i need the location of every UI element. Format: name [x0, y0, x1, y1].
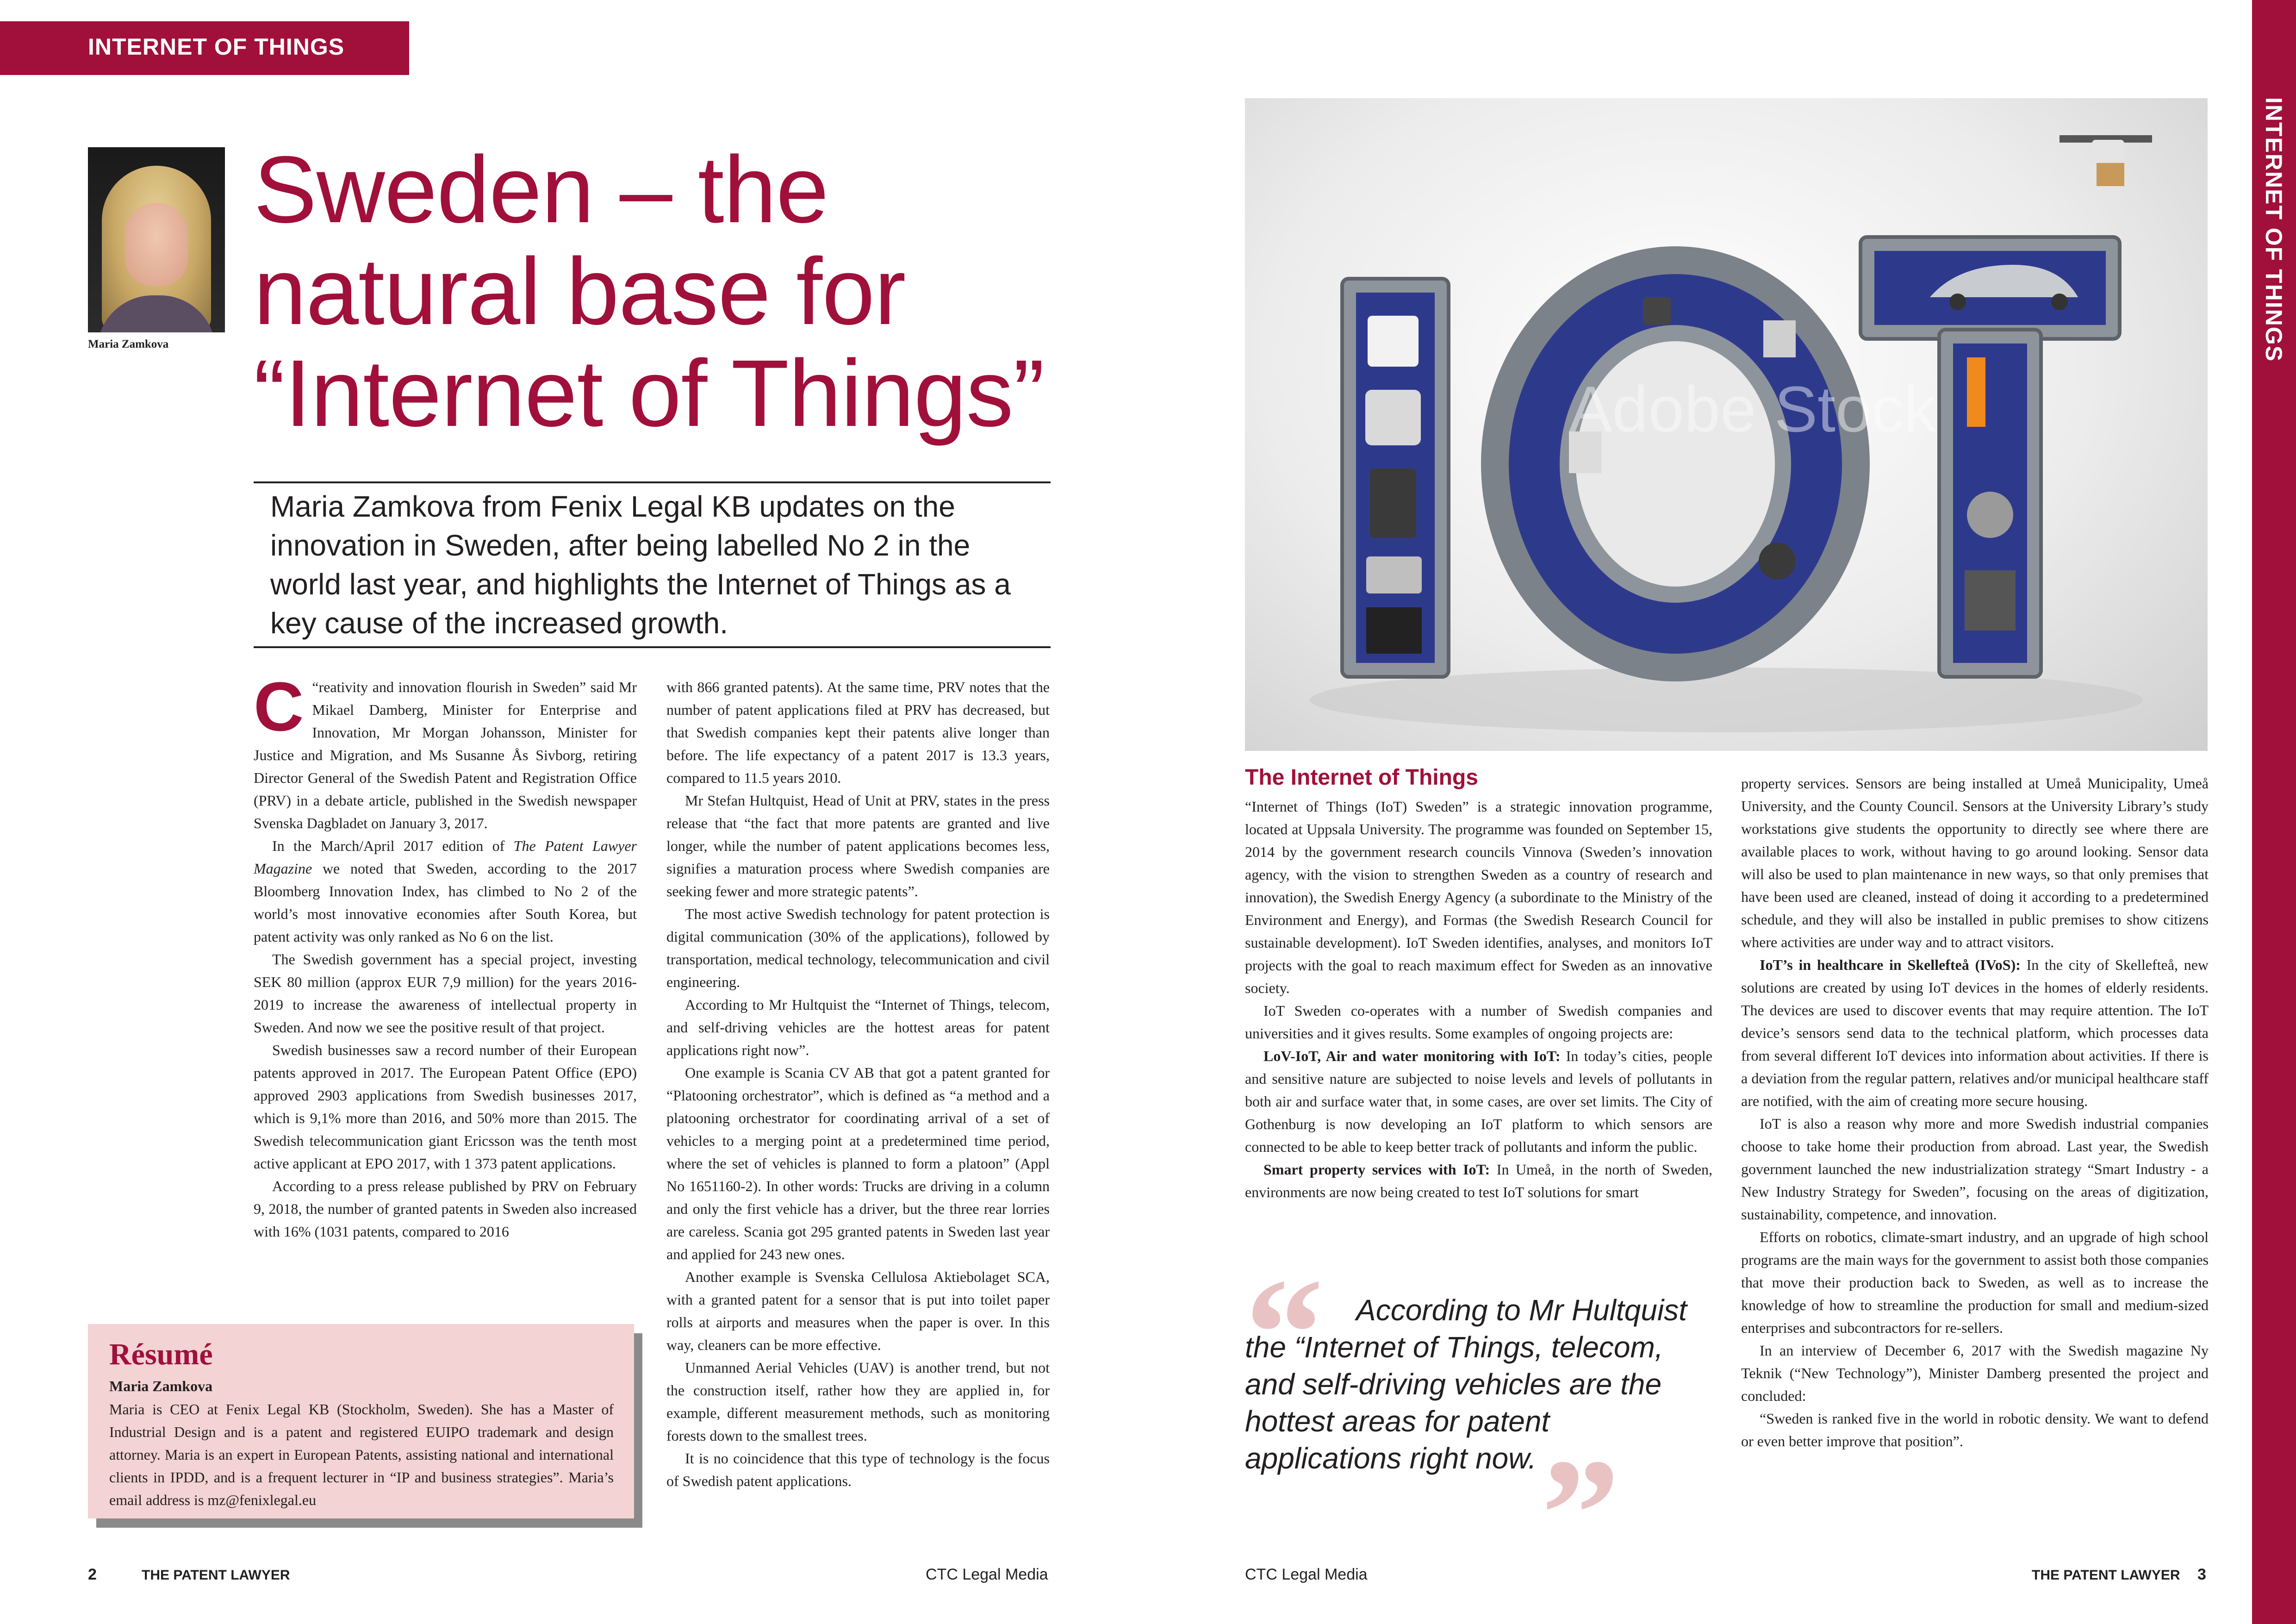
drop-cap: C [254, 668, 304, 745]
article-paragraph: Another example is Svenska Cellulosa Aktiebolaget SCA, with a granted patent for a sensor that is put into toilet paper rolls at airports and measures when the paper is over. In this way, cleaners can be more effective. [666, 1268, 1050, 1353]
article-column-1 [254, 668, 637, 1243]
article-paragraph: IoT is also a reason why more and more Swedish industrial companies choose to take home their production from abroad. Last year, the Swedish government launched the new industrialization strategy “Smart Industry - a New Industry Strategy for Sweden”, focusing on the areas of digitization, sustainability, competence, and innovation. [1741, 1115, 2209, 1223]
article-column-3 [1245, 795, 1712, 1204]
article-paragraph [1245, 1158, 1712, 1204]
article-paragraph: According to a press release published by PRV on February 9, 2018, the number of granted patents in Sweden also increased with 16% (1031 patents, compared to 2016 [254, 1178, 637, 1240]
paragraph-text: reativity and innovation flourish in Sweden” said Mr Mikael Damberg, Minister for Enterprise and Innovation, Mr Morgan Johansson, Minister for Justice and Migration, and Ms Susanne Ås Sivborg, retiring Director General of the Swedish Patent and Registration Office (PRV) in a debate article, published in the Swedish newspaper Svenska Dagbladet on January 3, 2017. [254, 679, 637, 831]
article-column-2 [666, 676, 1050, 1493]
opening-quote: “ [312, 679, 319, 695]
section-label: INTERNET OF THINGS [88, 34, 345, 60]
article-paragraph: In an interview of December 6, 2017 with the Swedish magazine Ny Teknik (“New Technology”), Minister Damberg presented the project and concluded: [1741, 1342, 2209, 1404]
standfirst: Maria Zamkova from Fenix Legal KB updates on the innovation in Sweden, after being labelled No 2 in the world last year, and highlights the Internet of Things as a key cause of the increased growth. [270, 490, 1011, 640]
close-quote-mark: ” [1541, 1426, 1620, 1601]
standfirst-rule [254, 481, 1051, 483]
article-paragraph: Unmanned Aerial Vehicles (UAV) is another trend, but not the construction itself, rather how they are applied in, for example, different measurement methods, such as monitoring forests down to the smallest trees. [666, 1359, 1050, 1444]
resume-name: Maria Zamkova [109, 1378, 213, 1394]
iot-letters-graphic [1245, 98, 2208, 751]
article-paragraph [254, 668, 637, 835]
resume-box [88, 1324, 634, 1518]
article-paragraph: IoT Sweden co-operates with a number of Swedish companies and universities and it gives results. Some examples of ongoing projects are: [1245, 1002, 1712, 1042]
section-tab [0, 21, 409, 75]
magazine-title: The Patent Lawyer Magazine [254, 837, 637, 877]
headline-line: natural base for [254, 238, 906, 344]
article-paragraph: Swedish businesses saw a record number of their European patents approved in 2017. The European Patent Office (EPO) approved 2903 applications from Swedish businesses 2017, which is 9,1% more than 2016, and 50% more than 2015. The Swedish telecommunication giant Ericsson was the tenth most active applicant at EPO 2017, with 1 373 patent applications. [254, 1042, 637, 1172]
publisher-right: CTC Legal Media [1245, 1566, 1368, 1583]
paragraph-text: In Umeå, in the north of Sweden, environments are now being created to test IoT solutions for smart [1245, 1161, 1712, 1200]
article-paragraph: According to Mr Hultquist the “Internet of Things, telecom, and self-driving vehicles are the hottest areas for patent applications right now”. [666, 996, 1050, 1058]
author-photo [88, 147, 225, 332]
article-paragraph [1245, 1045, 1712, 1158]
paragraph-text: In the city of Skellefteå, new solutions are created by using IoT devices in the homes of elderly residents. The devices are used to discover events that may require attention. The IoT device’s sensors send data to the technical platform, which processes data from several different IoT devices into information about activities. If there is a deviation from the regular pattern, relatives and/or municipal healthcare staff are notified, with the aim of creating more secure housing. [1741, 956, 2209, 1109]
article-paragraph: Efforts on robotics, climate-smart industry, and an upgrade of high school programs are the main ways for the government to assist both those companies that move their production back to Sweden, as well as to increase the knowledge of how to streamline the production for small and medium-sized enterprises and subcontractors for re-sellers. [1741, 1229, 2209, 1336]
open-quote-mark: “ [1245, 1246, 1324, 1420]
page-number-right: 3 [2197, 1566, 2206, 1583]
project-name: LoV-IoT, Air and water monitoring with IoT: [1263, 1048, 1561, 1064]
paragraph-text: In the March/April 2017 edition of [272, 837, 514, 854]
resume-text: Maria is CEO at Fenix Legal KB (Stockholm, Sweden). She has a Master of Industrial Design and is a patent and registered EUIPO trademark and design attorney. Maria is an expert in European Patents, assisting national and international clients in IPDD, and is a frequent lecturer in “IP and business strategies”. Maria’s email address is mz@fenixlegal.eu [109, 1401, 614, 1508]
article-paragraph: The most active Swedish technology for patent protection is digital communication (30% of the applications), followed by transportation, medical technology, telecommunication and civil engineering. [666, 906, 1050, 990]
article-paragraph: It is no coincidence that this type of technology is the focus of Swedish patent applications. [666, 1450, 1050, 1489]
article-paragraph: “Sweden is ranked five in the world in robotic density. We want to defend or even better improve that position”. [1741, 1410, 2209, 1449]
publication-name-right: THE PATENT LAWYER [2032, 1568, 2180, 1583]
article-paragraph: The Swedish government has a special project, investing SEK 80 million (approx EUR 7,9 million) for the years 2016-2019 to increase the awareness of intellectual property in Sweden. And now we see the positive result of that project. [254, 951, 637, 1036]
article-paragraph [254, 835, 637, 948]
image-watermark: Adobe Stock [1569, 373, 1936, 445]
paragraph-text: In today’s cities, people and sensitive nature are subjected to noise levels and levels of pollutants in both air and surface water that, in some cases, are over set limits. The City of Gothenburg is now developing an IoT platform to which sensors are connected to be able to keep better track of pollutants and inform the public. [1245, 1048, 1713, 1155]
headline [254, 139, 1087, 444]
pull-quote-text: According to Mr Hultquist the “Internet of Things, telecom, and self-driving vehicles are the hottest areas for patent applications right now. [1245, 1293, 1687, 1475]
paragraph-text: we noted that Sweden, according to the 2017 Bloomberg Innovation Index, has climbed to No 2 of the world’s most innovative economies after South Korea, but patent activity was only ranked as No 6 on the list. [254, 860, 637, 945]
article-paragraph: “Internet of Things (IoT) Sweden” is a strategic innovation programme, located at Uppsala University. The programme was founded on September 15, 2014 by the government research councils Vinnova (Sweden’s innovation agency, with the vision to strengthen Sweden as a country of research and innovation), the Swedish Energy Agency (a subordinate to the Ministry of the Environment and Energy), and Formas (the Swedish Research Council for sustainable development). IoT Sweden identifies, analyses, and monitors IoT projects with the goal to reach maximum effect for Sweden as an innovative society. [1245, 798, 1712, 996]
iot-illustration [1245, 98, 2208, 751]
project-name: IoT’s in healthcare in Skellefteå (IVoS): [1760, 956, 2021, 973]
article-paragraph: One example is Scania CV AB that got a patent granted for “Platooning orchestrator”, which is defined as “a method and a platooning orchestrator for coordinating arrival of a set of vehicles to a merging point at a predetermined time period, where the set of vehicles is planned to form a platoon” (Appl No 1651160-2). In other words: Trucks are driving in a column and only the first vehicle has a driver, but the three rear lorries are careless. Scania got 295 granted patents in Sweden last year and applied for 243 new ones. [666, 1064, 1050, 1262]
article-paragraph: Mr Stefan Hultquist, Head of Unit at PRV, states in the press release that “the fact that more patents are granted and live longer, while the number of patent applications becomes less, signifies a maturation process where Swedish companies are seeking fewer and more strategic patents”. [666, 792, 1050, 899]
standfirst-rule [254, 646, 1051, 648]
section-heading: The Internet of Things [1245, 765, 1478, 790]
side-band [2252, 0, 2296, 1624]
article-paragraph: with 866 granted patents). At the same time, PRV notes that the number of patent applications filed at PRV has decreased, but that Swedish companies kept their patents alive longer than before. The life expectancy of a patent 2017 is 13.3 years, compared to 11.5 years 2010. [666, 679, 1050, 786]
side-label: INTERNET OF THINGS [2261, 97, 2287, 362]
article-paragraph: property services. Sensors are being installed at Umeå Municipality, Umeå University, and the County Council. Sensors at the University Library’s study workstations give students the opportunity to directly see where there are available places to work, without having to go around looking. Sensor data will also be used to plan maintenance in new ways, so that only premises that have been used are cleaned, instead of doing it according to a predetermined schedule, and they will also be installed in public premises to show citizens where activities are under way and to attract visitors. [1741, 775, 2209, 950]
publisher-left: CTC Legal Media [926, 1566, 1048, 1583]
article-paragraph [1741, 954, 2209, 1112]
page-number-left: 2 [88, 1566, 97, 1583]
project-name: Smart property services with IoT: [1263, 1161, 1490, 1178]
resume-title: Résumé [109, 1337, 213, 1371]
publication-name-left: THE PATENT LAWYER [142, 1568, 290, 1583]
author-caption: Maria Zamkova [88, 338, 169, 350]
headline-line: “Internet of Things” [254, 340, 1045, 446]
headline-line: Sweden – the [254, 137, 828, 243]
article-column-4 [1741, 772, 2209, 1453]
